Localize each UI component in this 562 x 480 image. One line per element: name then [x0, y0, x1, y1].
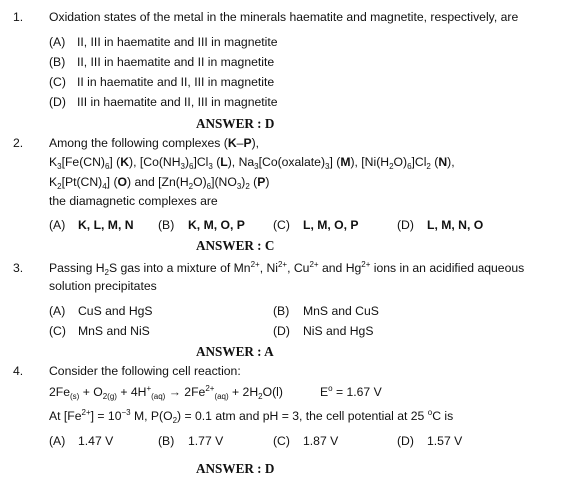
question-number: 4.	[13, 364, 24, 378]
option-text: 1.77 V	[188, 434, 224, 448]
option-label: (A)	[49, 304, 66, 318]
option-text: CuS and HgS	[78, 304, 153, 318]
option-text: 1.87 V	[303, 434, 339, 448]
answer-label: ANSWER : D	[196, 461, 275, 476]
question-number: 1.	[13, 10, 24, 24]
option-label: (A)	[49, 434, 66, 448]
option-label: (D)	[397, 434, 414, 448]
answer-label: ANSWER : A	[196, 344, 274, 359]
question-text: Consider the following cell reaction:	[49, 364, 241, 378]
option-text: III in haematite and II, III in magnetite	[77, 95, 278, 109]
question-text: Oxidation states of the metal in the minerals haematite and magnetite, respectively, are	[49, 10, 519, 24]
option-text: 1.47 V	[78, 434, 114, 448]
option-label: (B)	[273, 304, 290, 318]
option-text: K, L, M, N	[78, 218, 134, 232]
complex-list-line: $K_3[Fe(CN)_6]$ (K), $[Co(NH_3)_6]Cl_3$ (L), $Na_3[Co(oxalate)_3]$ (M), $[Ni(H_2O)_6]Cl_2$ (N),	[49, 155, 455, 171]
option-label: (D)	[273, 324, 290, 338]
standard-potential: $E^o = 1.67$ V	[320, 384, 382, 399]
option-label: (C)	[49, 324, 66, 338]
question-text: Among the following complexes (K–P),	[49, 136, 260, 150]
option-label: (C)	[273, 434, 290, 448]
option-text: II, III in haematite and III in magnetite	[77, 35, 278, 49]
option-label: (D)	[49, 95, 66, 109]
option-label: (A)	[49, 218, 66, 232]
option-text: II in haematite and II, III in magnetite	[77, 75, 275, 89]
answer-label: ANSWER : D	[196, 116, 275, 131]
option-label: (A)	[49, 35, 66, 49]
option-text: MnS and CuS	[303, 304, 379, 318]
question-number: 3.	[13, 261, 24, 275]
option-text: K, M, O, P	[188, 218, 245, 232]
option-text: 1.57 V	[427, 434, 463, 448]
option-text: L, M, N, O	[427, 218, 484, 232]
option-text: MnS and NiS	[78, 324, 150, 338]
cell-reaction-equation: $2Fe_{(s)} + O_{2(g)} + 4H^+_{(aq)} \to 2Fe^{2+}_{(aq)} + 2H_2O(l)$	[49, 384, 283, 401]
option-text: II, III in haematite and II in magnetite	[77, 55, 275, 69]
question-number: 2.	[13, 136, 24, 150]
option-label: (C)	[273, 218, 290, 232]
option-label: (D)	[397, 218, 414, 232]
question-conditions: At $[Fe^{2+}] = 10^{-3}$ M, $P(O_2) = 0.1$ atm and pH = 3, the cell potential at 25 $^o$C is	[49, 408, 454, 425]
option-label: (B)	[158, 434, 175, 448]
option-label: (B)	[49, 55, 66, 69]
option-text: NiS and HgS	[303, 324, 374, 338]
question-text: the diamagnetic complexes are	[49, 194, 218, 208]
answer-label: ANSWER : C	[196, 238, 275, 253]
option-label: (B)	[158, 218, 175, 232]
complex-list-line: $K_2[Pt(CN)_4]$ (O) and $[Zn(H_2O)_6](NO_3)_2$ (P)	[49, 175, 270, 191]
question-text: Passing $H_2S$ gas into a mixture of $Mn^{2+}$, $Ni^{2+}$, $Cu^{2+}$ and $Hg^{2+}$ ions in an acidified aqueous	[49, 260, 525, 277]
option-text: L, M, O, P	[303, 218, 359, 232]
question-text: solution precipitates	[49, 279, 157, 293]
option-label: (C)	[49, 75, 66, 89]
